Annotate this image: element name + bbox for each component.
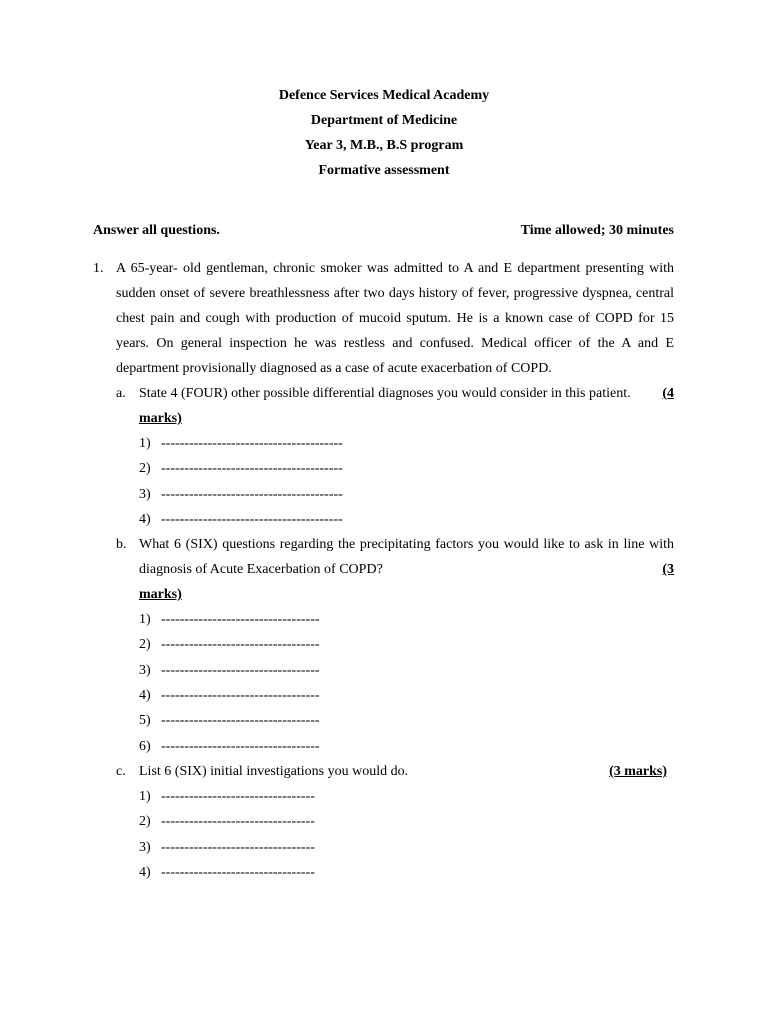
subquestion-text: What 6 (SIX) questions regarding the precipitating factors you would like to ask in line with diagnosis of Acute Exacerbation of COPD? [139,537,674,578]
academy-name: Defence Services Medical Academy [278,88,490,103]
question-number: 1. [93,261,104,276]
answer-list [139,784,674,885]
answer-line[interactable]: 1) --------------------------------------- [139,436,343,451]
subquestion-text: List 6 (SIX) initial investigations you would do. [139,763,409,779]
answer-line[interactable]: 1) --------------------------------- [139,788,315,804]
answer-line[interactable]: 2) --------------------------------------- [139,461,343,477]
subquestion-b [116,532,674,759]
answer-list [139,607,674,759]
subquestion-a [116,381,674,532]
marks-allocation: (4 [662,386,674,401]
question-stem: A 65-year- old gentleman, chronic smoker was admitted to A and E department presenting with sudden onset of severe breathlessness after two days history of fever, progressive dyspnea, central chest pain and cough with production of mucoid sputum. He is a known case of COPD for 15 years. On general inspection he was restless and confused. Medical officer of the A and E department provisionally diagnosed as a case of acute exacerbation of COPD. [116,261,674,376]
answer-line[interactable]: 3) ---------------------------------- [139,662,320,678]
assessment-type: Formative assessment [318,163,450,178]
answer-line[interactable]: 6) ---------------------------------- [139,738,320,754]
department-name: Department of Medicine [310,113,458,128]
marks-allocation: (3 marks) [609,763,667,779]
answer-line[interactable]: 2) --------------------------------- [139,814,315,830]
marks-allocation-cont: marks) [139,587,182,603]
question-1 [93,256,674,885]
answer-all-instruction: Answer all questions. [93,223,220,238]
answer-line[interactable]: 4) ---------------------------------- [139,688,320,704]
answer-line[interactable]: 3) --------------------------------------- [139,486,343,502]
answer-line[interactable]: 4) --------------------------------- [139,864,315,880]
subquestion-c [116,759,674,885]
time-allowed: Time allowed; 30 minutes [520,223,674,238]
answer-line[interactable]: 1) ---------------------------------- [139,612,320,628]
subquestion-text: State 4 (FOUR) other possible differential diagnoses you would consider in this patient. [139,386,631,401]
subquestion-letter: b. [116,537,127,553]
instructions-row [93,222,674,240]
answer-list [139,431,674,532]
marks-allocation: (3 [662,562,674,578]
subquestion-letter: a. [116,386,126,401]
answer-line[interactable]: 3) --------------------------------- [139,839,315,855]
program-name: Year 3, M.B., B.S program [304,138,464,153]
document-header [0,86,768,186]
subquestion-letter: c. [116,763,126,779]
answer-line[interactable]: 2) ---------------------------------- [139,637,320,653]
marks-allocation-cont: marks) [139,411,182,426]
answer-line[interactable]: 5) ---------------------------------- [139,713,320,729]
answer-line[interactable]: 4) --------------------------------------- [139,511,343,527]
